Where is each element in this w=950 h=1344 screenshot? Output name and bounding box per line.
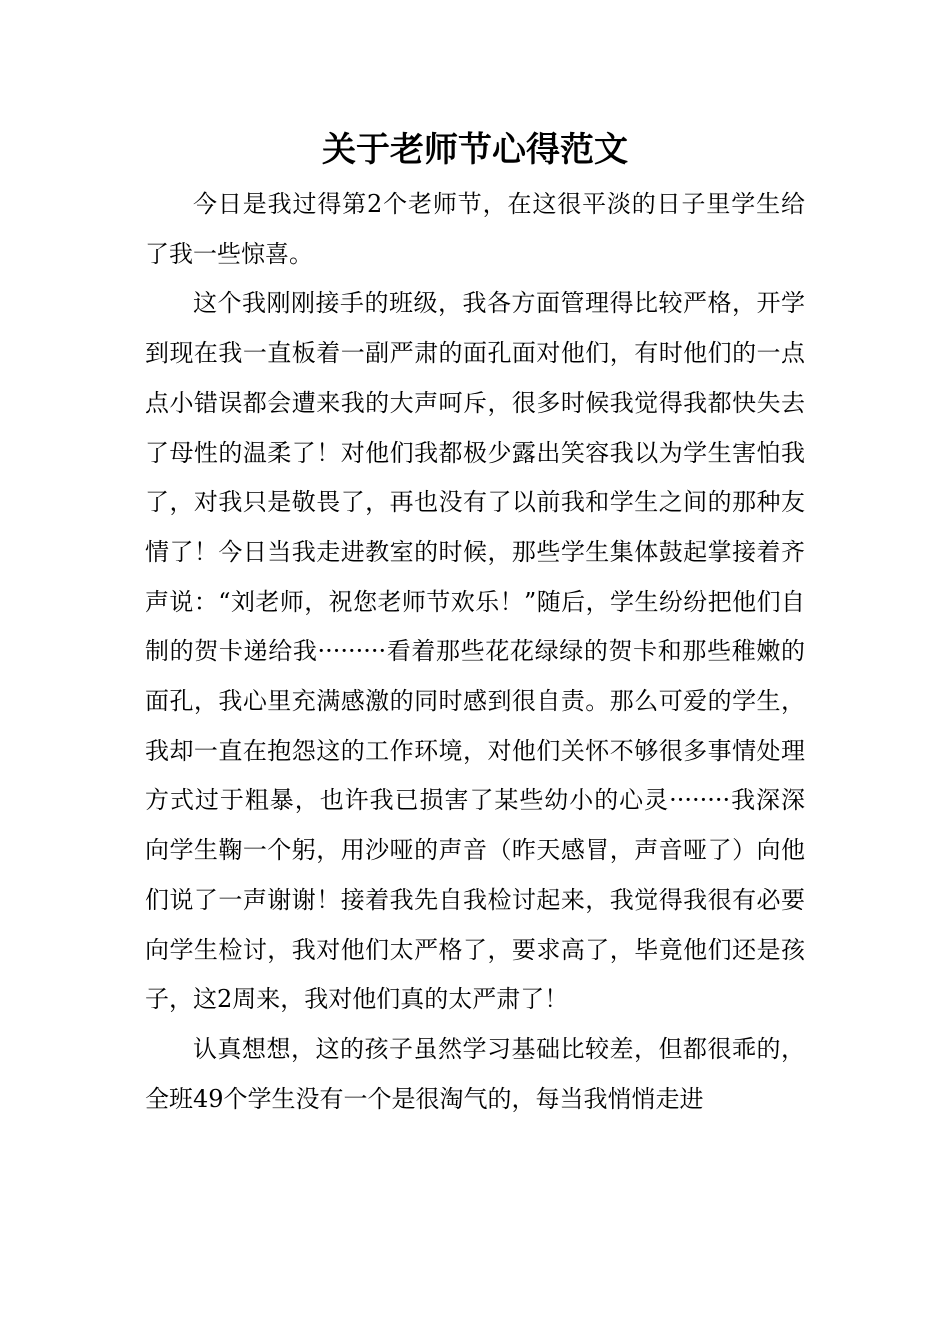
paragraph-1: 今日是我过得第2个老师节，在这很平淡的日子里学生给了我一些惊喜。 (145, 190, 805, 268)
document-body (145, 180, 805, 1124)
paragraph-3: 认真想想，这的孩子虽然学习基础比较差，但都很乖的，全班49个学生没有一个是很淘气的，每当我悄悄走进 (145, 1034, 805, 1113)
document-title: 关于老师节心得范文 (322, 130, 628, 170)
paragraph-2: 这个我刚刚接手的班级，我各方面管理得比较严格，开学到现在我一直板着一副严肃的面孔面对他们，有时他们的一点点小错误都会遭来我的大声呵斥，很多时候我觉得我都快失去了母性的温柔了！对他们我都极少露出笑容我以为学生害怕我了，对我只是敬畏了，再也没有了以前我和学生之间的那种友情了！今日当我走进教室的时候，那些学生集体鼓起掌接着齐声说：“刘老师，祝您老师节欢乐！”随后，学生纷纷把他们自制的贺卡递给我·········看着那些花花绿绿的贺卡和那些稚嫩的面孔，我心里充满感激的同时感到很自责。那么可爱的学生，我却一直在抱怨这的工作环境，对他们关怀不够很多事情处理方式过于粗暴，也许我已损害了某些幼小的心灵········我深深向学生鞠一个躬，用沙哑的声音（昨天感冒，声音哑了）向他们说了一声谢谢！接着我先自我检讨起来，我觉得我很有必要向学生检讨，我对他们太严格了，要求高了，毕竟他们还是孩子，这2周来，我对他们真的太严肃了！ (145, 289, 805, 1014)
